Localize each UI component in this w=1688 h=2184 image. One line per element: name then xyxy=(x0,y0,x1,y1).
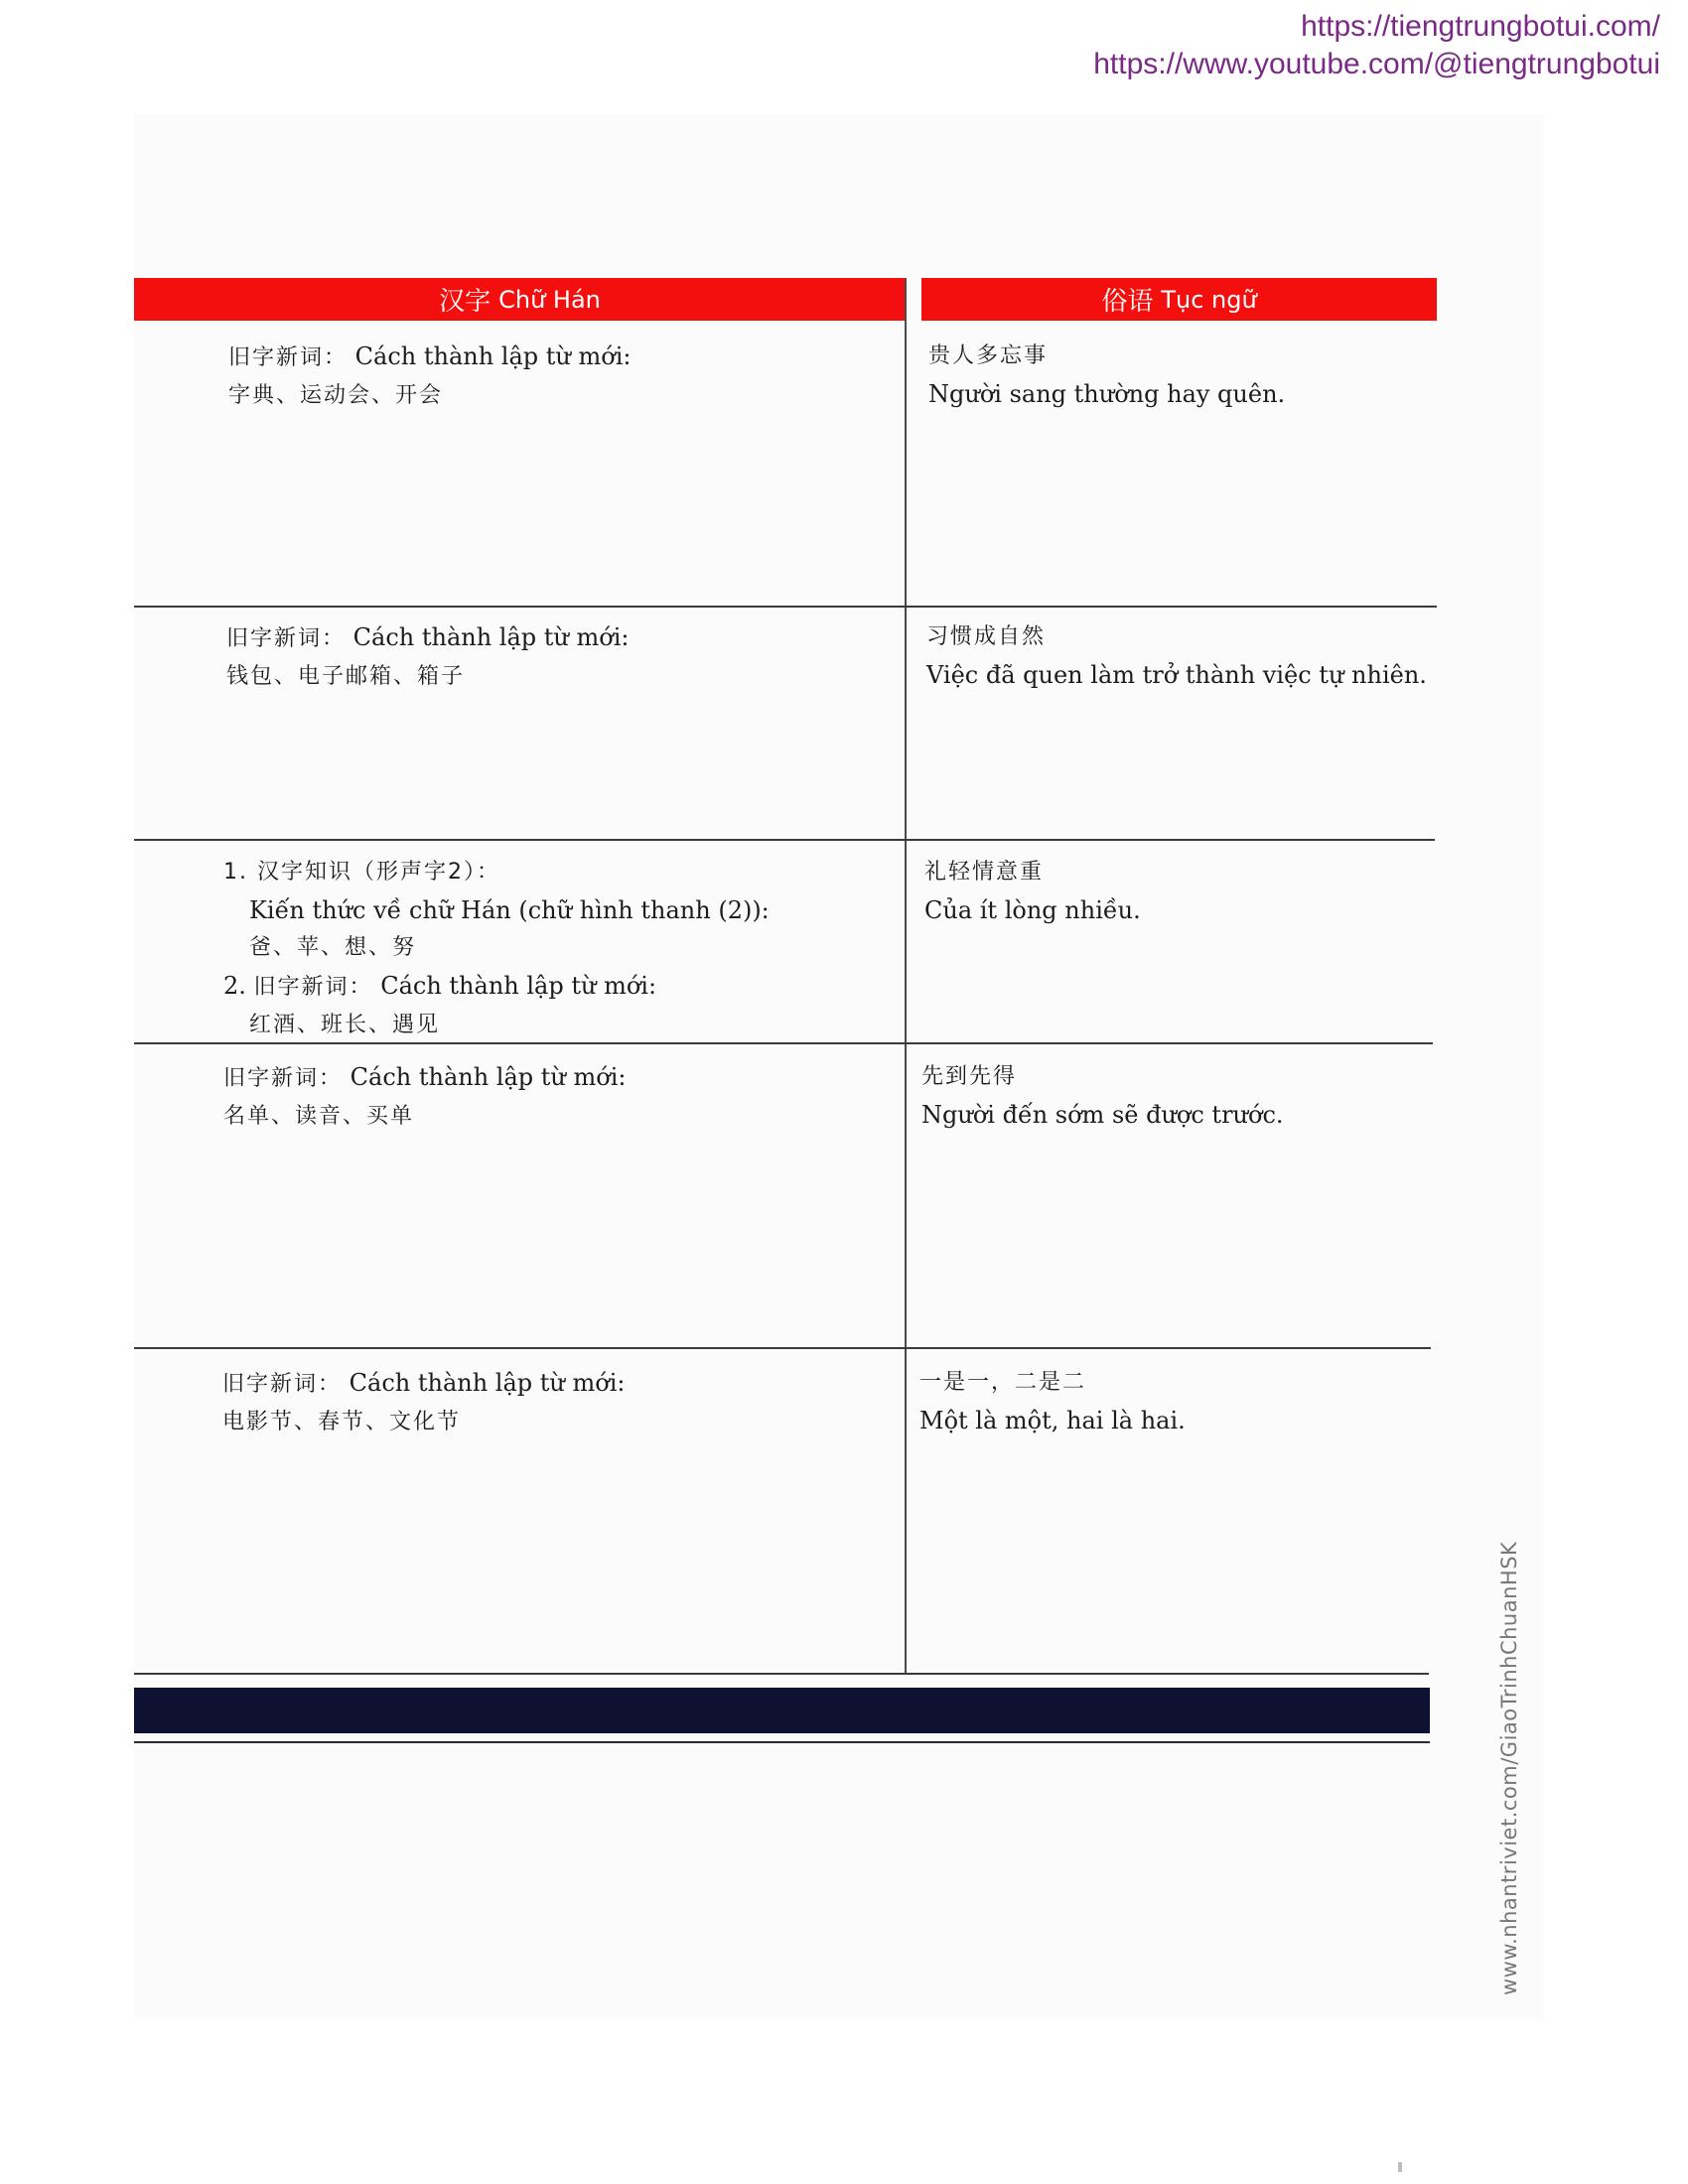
row-4-left-cell xyxy=(223,1058,626,1136)
row-3-right-cell xyxy=(924,854,1141,929)
proverb: 礼轻情意重 xyxy=(924,860,1045,885)
footer-rule xyxy=(134,1741,1430,1743)
side-watermark-url: www.nhantriviet.com/GiaoTrinhChuanHSK xyxy=(1497,1541,1521,1995)
label-vi: Cách thành lập từ mới: xyxy=(352,623,630,651)
proverb-meaning: Của ít lòng nhiều. xyxy=(924,896,1141,924)
proverb-meaning: Một là một, hai là hai. xyxy=(919,1407,1186,1434)
proverb: 先到先得 xyxy=(921,1064,1018,1089)
scan-speck xyxy=(1398,2162,1402,2172)
words-list: 钱包、电子邮箱、箱子 xyxy=(226,664,466,689)
chinese-characters-header xyxy=(134,278,906,321)
item-2-label-zh: 旧字新词： xyxy=(253,975,373,1000)
words-list: 字典、运动会、开会 xyxy=(228,383,444,408)
proverbs-header xyxy=(921,278,1437,321)
row-divider xyxy=(134,1673,1429,1675)
row-5-left-cell xyxy=(222,1364,625,1441)
label-zh: 旧字新词： xyxy=(222,1372,343,1397)
youtube-link[interactable]: https://www.youtube.com/@tiengtrungbotui xyxy=(1093,48,1660,80)
proverb-meaning: Người sang thường hay quên. xyxy=(928,380,1286,408)
label-vi: Cách thành lập từ mới: xyxy=(349,1369,626,1397)
row-divider xyxy=(134,606,1437,608)
row-5-right-cell xyxy=(919,1364,1186,1439)
label-zh: 旧字新词： xyxy=(226,626,347,651)
item-2-words: 红酒、班长、遇见 xyxy=(249,1013,441,1037)
proverb: 贵人多忘事 xyxy=(928,343,1049,368)
item-2-label-vi: Cách thành lập từ mới: xyxy=(380,972,657,1000)
label-vi: Cách thành lập từ mới: xyxy=(354,342,632,370)
row-divider xyxy=(134,839,1435,841)
label-zh: 旧字新词： xyxy=(223,1066,344,1091)
item-1-description: Kiến thức về chữ Hán (chữ hình thanh (2)): xyxy=(249,896,770,924)
row-4-right-cell xyxy=(921,1058,1284,1134)
row-2-left-cell xyxy=(226,618,629,696)
header-vi: Tục ngữ xyxy=(1161,285,1257,314)
header-zh: 俗语 xyxy=(1101,287,1154,317)
proverb: 习惯成自然 xyxy=(926,624,1047,649)
header-zh: 汉字 xyxy=(439,287,492,317)
item-1-words: 爸、苹、想、努 xyxy=(249,935,417,960)
row-2-right-cell xyxy=(926,618,1427,694)
row-3-left-cell xyxy=(223,854,770,1044)
header-vi: Chữ Hán xyxy=(498,285,601,314)
site-link[interactable]: https://tiengtrungbotui.com/ xyxy=(1301,10,1660,43)
footer-bar xyxy=(134,1688,1430,1733)
proverb: 一是一，二是二 xyxy=(919,1370,1087,1395)
label-vi: Cách thành lập từ mới: xyxy=(350,1063,627,1091)
row-1-right-cell xyxy=(928,338,1285,413)
proverb-meaning: Người đến sớm sẽ được trước. xyxy=(921,1101,1284,1129)
item-1-heading: 1. 汉字知识（形声字2）： xyxy=(223,860,500,885)
label-zh: 旧字新词： xyxy=(228,345,349,370)
proverb-meaning: Việc đã quen làm trở thành việc tự nhiên. xyxy=(926,661,1427,689)
words-list: 电影节、春节、文化节 xyxy=(222,1410,462,1434)
row-divider xyxy=(134,1347,1431,1349)
header-links xyxy=(1093,8,1660,83)
column-divider xyxy=(905,278,907,1673)
item-2-number: 2. xyxy=(223,972,246,1000)
words-list: 名单、读音、买单 xyxy=(223,1104,415,1129)
row-1-left-cell xyxy=(228,338,631,415)
